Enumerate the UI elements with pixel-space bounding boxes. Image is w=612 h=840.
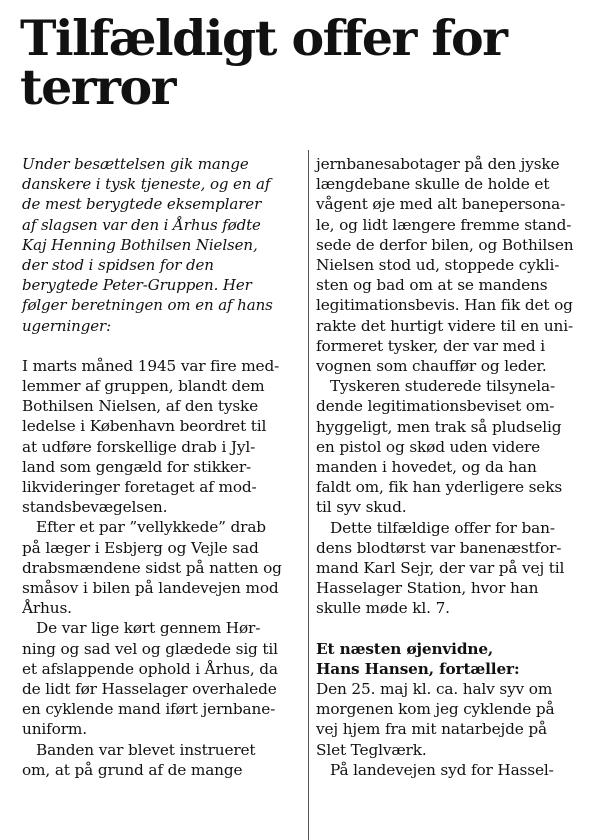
body-line: land som gengæld for stikker- [22,457,252,476]
body-line: lemmer af gruppen, blandt dem [22,377,265,396]
body-line: til syv skud. [316,498,407,517]
body-line: de lidt før Hasselager overhalede [22,680,277,699]
subheading-line: Et næsten øjenvidne, [316,639,494,658]
lede-line: der stod i spidsen for den [22,256,214,275]
headline-line: terror [20,58,175,116]
body-line: faldt om, fik han yderligere seks [316,478,563,497]
body-line: morgenen kom jeg cyklende på [316,700,555,719]
article-column-left [22,154,304,780]
body-line: Hasselager Station, hvor han [316,579,539,598]
lede-line: de mest berygtede eksemplarer [22,195,262,214]
body-paragraph [22,618,304,739]
body-line: le, og lidt længere fremme stand- [316,215,572,234]
lede-line: berygtede Peter-Gruppen. Her [22,276,252,295]
body-line: rakte det hurtigt videre til en uni- [316,316,574,335]
lede-line: Under besættelsen gik mange [22,155,249,173]
body-line: Nielsen stod ud, stoppede cykli- [316,256,560,275]
body-line: om, at på grund af de mange [22,760,243,779]
body-line: mand Karl Sejr, der var på vej til [316,559,565,578]
body-line: Slet Teglværk. [316,740,427,759]
body-line: manden i hovedet, og da han [316,458,537,477]
subheading-line: Hans Hansen, fortæller: [316,659,520,678]
body-line: jernbanesabotager på den jyske [316,155,560,173]
body-paragraph [22,740,304,780]
column-divider [308,150,309,840]
body-line: uniform. [22,720,87,739]
body-line: standsbevægelsen. [22,498,168,517]
body-line: længdebane skulle de holde et [316,175,550,194]
body-paragraph [316,760,594,780]
body-paragraph [316,518,594,619]
body-line: På landevejen syd for Hassel- [330,760,554,779]
body-line: legitimationsbevis. Han fik det og [316,296,573,315]
body-line: Efter et par ”vellykkede” drab [36,518,266,537]
body-line: sten og bad om at se mandens [316,276,548,295]
body-line: småsov i bilen på landevejen mod [22,579,279,598]
article-column-right [316,154,594,780]
body-line: en cyklende mand iført jernbane- [22,700,276,719]
lede-line: af slagsen var den i Århus fødte [22,215,261,234]
body-paragraph [316,154,594,376]
paragraph-gap [22,336,304,356]
body-line: på læger i Esbjerg og Vejle sad [22,538,259,557]
body-paragraph [316,376,594,517]
article-lede [22,154,304,336]
body-line: likvideringer foretaget af mod- [22,478,257,497]
lede-line: Kaj Henning Bothilsen Nielsen, [22,235,258,254]
body-line: sede de derfor bilen, og Bothilsen [316,235,574,254]
body-line: Tyskeren studerede tilsynela- [330,377,556,396]
article-headline [20,9,600,116]
body-line: I marts måned 1945 var fire med- [22,356,280,375]
body-line: drabsmændene sidst på natten og [22,558,282,577]
body-line: skulle møde kl. 7. [316,599,450,618]
body-line: vej hjem fra mit natarbejde på [316,720,547,739]
body-line: De var lige kørt gennem Hør- [36,619,261,638]
body-line: dens blodtørst var banenæstfor- [316,538,562,557]
body-line: en pistol og skød uden videre [316,437,541,456]
lede-line: følger beretningen om en af hans [22,296,273,315]
body-line: dende legitimationsbeviset om- [316,397,555,416]
body-line: Bothilsen Nielsen, af den tyske [22,397,259,416]
body-line: at udføre forskellige drab i Jyl- [22,437,256,456]
paragraph-gap [316,619,594,639]
body-line: hyggeligt, men trak så pludselig [316,417,562,436]
body-line: ledelse i København beordret til [22,417,267,436]
body-line: Dette tilfældige offer for ban- [330,518,555,537]
body-line: vognen som chauffør og leder. [316,357,547,376]
body-line: Århus. [22,599,72,618]
body-line: formeret tysker, der var med i [316,336,545,355]
body-line: Den 25. maj kl. ca. halv syv om [316,680,553,699]
body-line: et afslappende ophold i Århus, da [22,659,278,678]
body-paragraph [316,679,594,760]
article-subheading [316,639,594,679]
lede-line: ugerninger: [22,316,112,335]
lede-line: danskere i tysk tjeneste, og en af [22,175,271,194]
headline-line: Tilfældigt offer for [20,9,507,67]
body-line: Banden var blevet instrueret [36,740,256,759]
body-line: ning og sad vel og glædede sig til [22,639,278,658]
body-paragraph [22,356,304,518]
body-line: vågent øje med alt banepersona- [316,195,566,214]
body-paragraph [22,517,304,618]
